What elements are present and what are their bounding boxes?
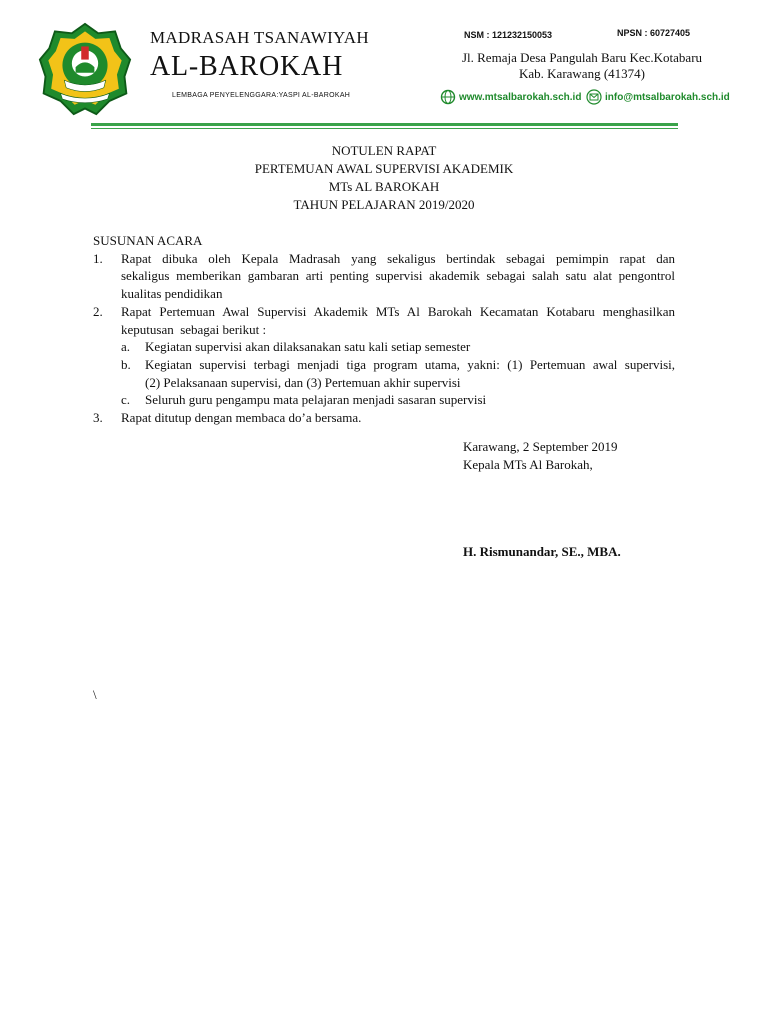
npsn-code: NPSN : 60727405 [617, 28, 691, 38]
sub-item-line: (2) Pelaksanaan supervisi, dan (3) Pertemuan akhir supervisi [145, 375, 461, 390]
mail-icon [586, 89, 602, 105]
website-contact[interactable] [440, 89, 581, 105]
list-item-number: 3. [93, 410, 103, 425]
doc-school: MTs AL BAROKAH [328, 179, 440, 194]
doc-title: NOTULEN RAPAT [331, 143, 437, 158]
list-item-line: kualitas pendidikan [121, 286, 223, 301]
list-item-line: Rapat dibuka oleh Kepala Madrasah yang sekaligus bertindak sebagai pemimpin rapat dan [121, 251, 675, 266]
signer-name: H. Rismunandar, SE., MBA. [463, 544, 621, 559]
header-rule-thick [91, 123, 678, 126]
list-item-line: Rapat Pertemuan Awal Supervisi Akademik MTs Al Barokah Kecamatan Kotabaru menghasilkan [121, 304, 675, 319]
address-line-2: Kab. Karawang (41374) [519, 66, 645, 81]
address-line-1: Jl. Remaja Desa Pangulah Baru Kec.Kotabaru [461, 50, 703, 65]
doc-subtitle: PERTEMUAN AWAL SUPERVISI AKADEMIK [254, 161, 514, 176]
stray-mark: \ [93, 687, 97, 702]
nsm-code: NSM : 121232150053 [464, 30, 553, 40]
list-item-line: Rapat ditutup dengan membaca do’a bersama. [121, 410, 362, 425]
header-rule-thin [91, 128, 678, 129]
school-name: AL-BAROKAH [150, 51, 344, 82]
list-item-number: 1. [93, 251, 103, 266]
agenda-heading: SUSUNAN ACARA [93, 233, 203, 248]
sub-item-line: Kegiatan supervisi terbagi menjadi tiga program utama, yakni: (1) Pertemuan awal supervisi, [145, 357, 675, 372]
foundation-line: LEMBAGA PENYELENGGARA:YASPI AL-BAROKAH [172, 92, 351, 99]
sub-item-letter: c. [121, 392, 131, 407]
email-contact[interactable] [586, 89, 730, 105]
school-type: MADRASAH TSANAWIYAH [150, 28, 369, 47]
doc-year: TAHUN PELAJARAN 2019/2020 [293, 197, 475, 212]
website-link[interactable]: www.mtsalbarokah.sch.id [459, 91, 582, 103]
sub-item-line: Kegiatan supervisi akan dilaksanakan satu kali setiap semester [145, 339, 471, 354]
signer-position: Kepala MTs Al Barokah, [463, 457, 593, 472]
globe-icon [440, 89, 456, 105]
list-item-number: 2. [93, 304, 103, 319]
sub-item-line: Seluruh guru pengampu mata pelajaran menjadi sasaran supervisi [145, 392, 487, 407]
school-logo [38, 22, 132, 116]
list-item-line: sekaligus memberikan gambaran arti penting supervisi akademik sebagai salah satu alat pengontrol [121, 268, 675, 283]
sub-item-letter: b. [121, 357, 131, 372]
list-item-line: keputusan sebagai berikut : [121, 322, 267, 337]
place-date: Karawang, 2 September 2019 [463, 439, 618, 454]
sub-item-letter: a. [121, 339, 131, 354]
email-link[interactable]: info@mtsalbarokah.sch.id [605, 91, 730, 103]
